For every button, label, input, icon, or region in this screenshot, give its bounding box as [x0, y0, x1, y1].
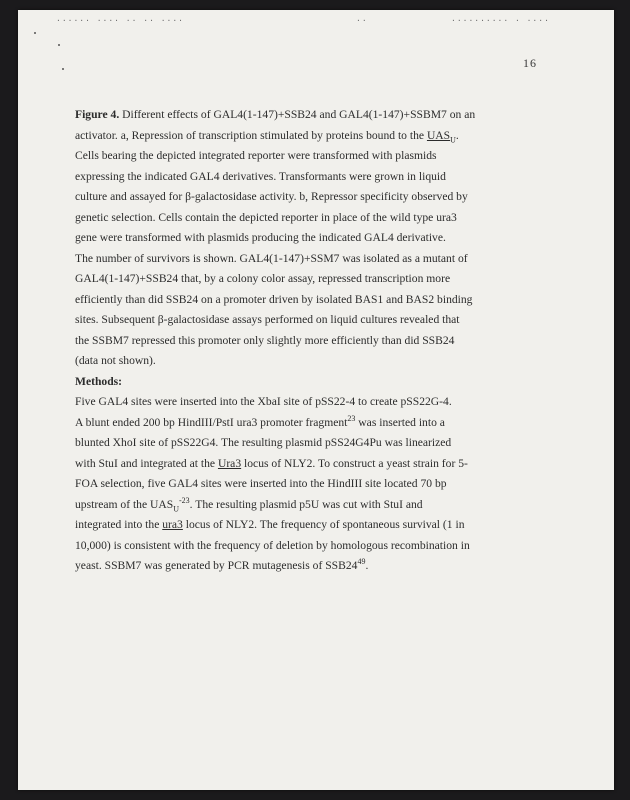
caption-line: Cells bearing the depicted integrated reporter were transformed with plasmids [75, 149, 437, 162]
caption-line: The number of survivors is shown. GAL4(1-147)+SSM7 was isolated as a mutant of [75, 251, 468, 265]
document-page [18, 10, 614, 790]
caption-text: Different effects of GAL4(1-147)+SSB24 and GAL4(1-147)+SSBM7 on an [122, 108, 476, 121]
fax-header-right: .......... . .... [451, 14, 550, 23]
methods-line: Five GAL4 sites were inserted into the XbaI site of pSS22-4 to create pSS22G-4. [75, 395, 452, 408]
caption-line: efficiently than did SSB24 on a promoter driven by isolated BAS1 and BAS2 binding [75, 292, 473, 306]
page-text [75, 105, 557, 577]
fax-transmission-header [56, 14, 576, 24]
caption-line: (data not shown). [75, 354, 156, 367]
methods-line: with StuI and integrated at the Ura3 locus of NLY2. To construct a yeast strain for 5- [75, 456, 468, 470]
methods-line: integrated into the ura3 locus of NLY2. The frequency of spontaneous survival (1 in [75, 518, 465, 531]
caption-text: activator. a, Repression of transcription stimulated by proteins bound to the [75, 128, 427, 142]
caption-line: sites. Subsequent β-galactosidase assays performed on liquid cultures revealed that [75, 313, 460, 326]
methods-line: yeast. SSBM7 was generated by PCR mutagenesis of $SSB24^{49}$. [75, 557, 369, 572]
fax-header-middle: .. [356, 14, 368, 23]
caption-line [75, 105, 557, 126]
caption-line: the SSBM7 repressed this promoter only slightly more efficiently than did SSB24 [75, 333, 455, 347]
methods-line: A blunt ended 200 bp HindIII/PstI ura3 promoter fragment$^{23}$ was inserted into a [75, 413, 445, 429]
methods-line: 10,000) is consistent with the frequency of deletion by homologous recombination in [75, 538, 470, 552]
caption-line: expressing the indicated GAL4 derivatives. Transformants were grown in liquid [75, 169, 446, 183]
scan-speck [58, 44, 60, 46]
caption-line: gene were transformed with plasmids producing the indicated GAL4 derivative. [75, 231, 446, 244]
uas-term: $UAS_U$ [426, 128, 456, 144]
methods-heading: Methods: [75, 374, 123, 388]
methods-line: FOA selection, five GAL4 sites were inserted into the HindIII site located 70 bp [75, 477, 447, 490]
caption-line: culture and assayed for β-galactosidase activity. b, Repressor specificity observed by [75, 190, 468, 203]
fax-header-left: ...... .... .. .. .... [56, 14, 184, 23]
scan-speck [34, 32, 36, 34]
methods-line: upstream of the $UAS_U^{-23}$. The resulting plasmid p5U was cut with StuI and [75, 495, 423, 513]
caption-line: genetic selection. Cells contain the depicted reporter in place of the wild type ura3 [75, 210, 457, 224]
caption-line: GAL4(1-147)+SSB24 that, by a colony color assay, repressed transcription more [75, 272, 451, 285]
figure-caption-title: Figure 4. [75, 108, 120, 121]
page-number: 16 [523, 56, 537, 70]
caption-line: activator. a, Repression of transcription stimulated by proteins bound to the $UAS_U$. [75, 128, 459, 144]
scan-speck [62, 68, 64, 70]
methods-line: blunted XhoI site of pSS22G4. The resulting plasmid pSS24G4Pu was linearized [75, 436, 452, 449]
